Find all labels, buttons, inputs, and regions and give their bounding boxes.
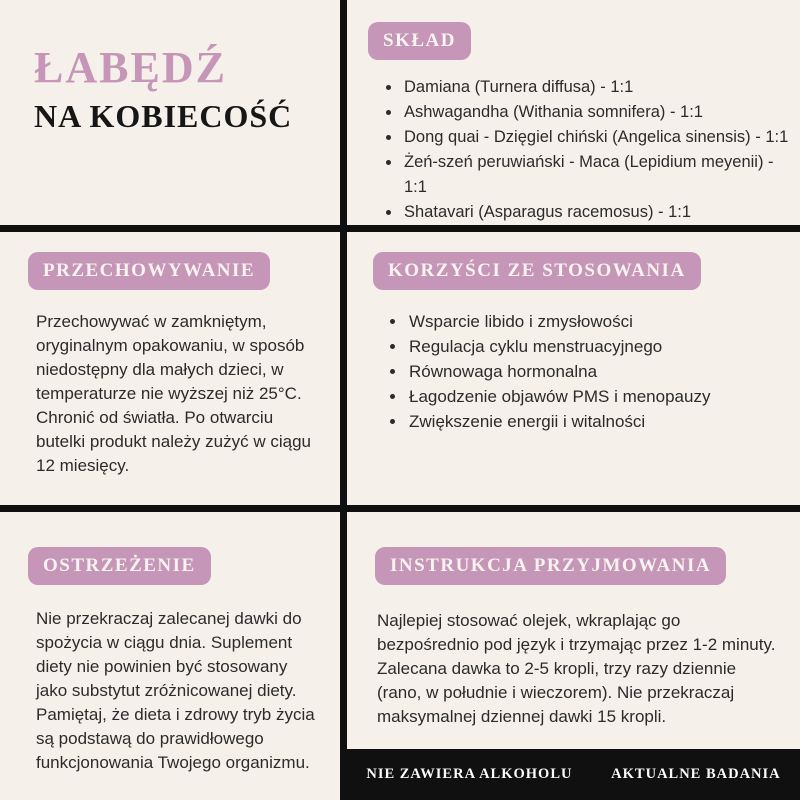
horizontal-divider-bottom [0,505,800,512]
product-subtitle: NA KOBIECOŚĆ [34,98,293,135]
warning-section [0,512,340,800]
benefit-item: • Regulacja cyklu menstruacyjnego [407,334,790,359]
dosage-text: Najlepiej stosować olejek, wkraplając go bezpośrednio pod język i trzymając przez 1-2 minuty. Zalecana dawka to 2-5 kropli, trzy razy dziennie (rano, w południe i wieczorem). Nie przekraczaj maksymalnej dziennej dawki 15 kropli. [377,611,776,726]
benefits-section [347,232,800,505]
vertical-divider [340,0,347,800]
ingredients-heading-badge: SKŁAD [368,22,471,60]
ingredient-item: • Damiana (Turnera diffusa) - 1:1 [402,75,792,100]
storage-heading-badge: PRZECHOWYWANIE [28,252,270,290]
benefits-list [373,309,790,434]
dosage-heading-badge: INSTRUKCJA PRZYJMOWANIA [375,547,726,585]
storage-text: Przechowywać w zamkniętym, oryginalnym opakowaniu, w sposób niedostępny dla małych dzieci, w temperaturze nie wyższej niż 25°C. Chronić od światła. Po otwarciu butelki produkt należy zużyć w ciągu 12 miesięcy. [36,312,311,475]
horizontal-divider-top [0,225,800,232]
ingredients-list [368,75,792,225]
ingredient-item: • Dong quai - Dzięgiel chiński (Angelica sinensis) - 1:1 [402,125,792,150]
title-section [0,0,340,225]
benefit-item: • Równowaga hormonalna [407,359,790,384]
ingredient-item: • Żeń-szeń peruwiański - Maca (Lepidium meyenii) - 1:1 [402,150,792,200]
footer-no-alcohol-label: NIE ZAWIERA ALKOHOLU [366,766,573,782]
ingredient-item: • Ashwagandha (Withania somnifera) - 1:1 [402,100,792,125]
ingredients-section [347,0,800,225]
ingredient-item: • Shatavari (Asparagus racemosus) - 1:1 [402,200,792,225]
benefit-item: • Zwiększenie energii i witalności [407,409,790,434]
benefits-heading-badge: KORZYŚCI ZE STOSOWANIA [373,252,701,290]
product-name: ŁABĘDŹ [34,43,227,92]
storage-section [0,232,340,505]
warning-text: Nie przekraczaj zalecanej dawki do spożycia w ciągu dnia. Suplement diety nie powinien być stosowany jako substytut zróżnicowanej diety. Pamiętaj, że dieta i zdrowy tryb życia są podstawą do prawidłowego funkcjonowania Twojego organizmu. [36,609,315,772]
warning-heading-badge: OSTRZEŻENIE [28,547,211,585]
dosage-instructions-section [347,512,800,749]
benefit-item: • Wsparcie libido i zmysłowości [407,309,790,334]
benefit-item: • Łagodzenie objawów PMS i menopauzy [407,384,790,409]
footer-research-label: AKTUALNE BADANIA [611,766,781,782]
footer-bar [347,749,800,800]
